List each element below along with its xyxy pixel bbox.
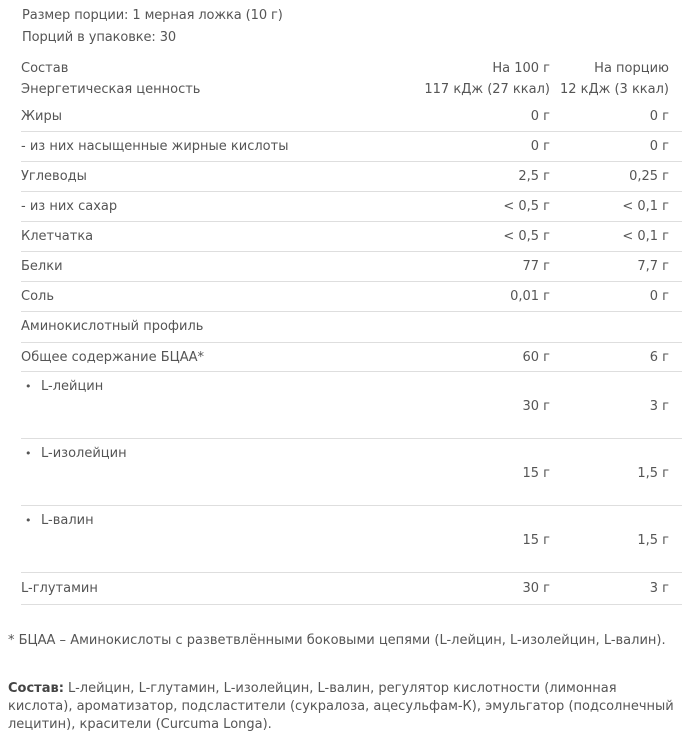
serving-size: Размер порции: 1 мерная ложка (10 г) xyxy=(22,8,283,23)
composition-ingredients: L-лейцин, L-глутамин, L-изолейцин, L-валин, регулятор кислотности (лимонная кислота), ароматизатор, подсластители (сукралоза, ацесульфам-К), эмульгатор (подсолнечный лецитин), красители (Curcuma Longa). xyxy=(8,681,674,732)
row-label: Аминокислотный профиль xyxy=(21,319,204,334)
bullet-icon: • xyxy=(25,447,32,460)
row-value-per-100: 30 г xyxy=(522,581,550,596)
row-value-per-100: 0 г xyxy=(530,109,550,124)
bullet-icon: • xyxy=(25,380,32,393)
composition-text xyxy=(8,680,683,734)
row-value-per-100: 60 г xyxy=(522,350,550,365)
row-value-per-100: 77 г xyxy=(522,259,550,274)
row-value-per-serving: 3 г xyxy=(649,399,669,414)
row-value-per-100: < 0,5 г xyxy=(503,229,550,244)
row-value-per-serving: 6 г xyxy=(649,350,669,365)
row-value-per-100: < 0,5 г xyxy=(503,199,550,214)
row-value-per-serving: 7,7 г xyxy=(637,259,669,274)
row-label: Соль xyxy=(21,289,55,304)
row-value-per-100: 2,5 г xyxy=(518,169,550,184)
row-value-per-100: 0,01 г xyxy=(510,289,550,304)
row-label: L-валин xyxy=(41,513,94,528)
table-row-salt xyxy=(21,282,682,312)
bullet-icon: • xyxy=(25,514,32,527)
table-row-protein xyxy=(21,252,682,282)
row-value-per-serving: < 0,1 г xyxy=(622,229,669,244)
energy-label: Энергетическая ценность xyxy=(21,82,201,97)
row-label: Углеводы xyxy=(21,169,87,184)
servings-per-container: Порций в упаковке: 30 xyxy=(22,30,177,45)
row-value-per-serving: 0,25 г xyxy=(629,169,669,184)
row-label: L-лейцин xyxy=(41,379,104,394)
table-row-isoleucine xyxy=(21,439,682,506)
row-value-per-serving: 3 г xyxy=(649,581,669,596)
row-value-per-serving: 0 г xyxy=(649,289,669,304)
row-label: Белки xyxy=(21,259,63,274)
row-value-per-serving: < 0,1 г xyxy=(622,199,669,214)
row-value-per-serving: 0 г xyxy=(649,139,669,154)
table-row-saturated-fats xyxy=(21,132,682,162)
row-value-per-100: 30 г xyxy=(522,399,550,414)
table-row-sugar xyxy=(21,192,682,222)
row-value-per-100: 15 г xyxy=(522,466,550,481)
row-value-per-100: 15 г xyxy=(522,533,550,548)
energy-per-serving: 12 кДж (3 ккал) xyxy=(559,82,669,97)
table-row-bcaa-total xyxy=(21,342,682,372)
table-header xyxy=(21,58,682,102)
row-value-per-100: 0 г xyxy=(530,139,550,154)
row-value-per-serving: 0 г xyxy=(649,109,669,124)
nutrition-table xyxy=(21,58,682,605)
bcaa-footnote: * БЦАА – Аминокислоты с разветвлёнными боковыми цепями (L-лейцин, L-изолейцин, L-валин). xyxy=(8,633,666,648)
row-label: Общее содержание БЦАА* xyxy=(21,350,205,365)
row-label: Клетчатка xyxy=(21,229,94,244)
column-header-per-serving: На порцию xyxy=(594,61,669,76)
table-row-glutamine xyxy=(21,573,682,605)
row-label: L-изолейцин xyxy=(41,446,127,461)
table-row-amino-profile xyxy=(21,312,682,342)
row-label: - из них насыщенные жирные кислоты xyxy=(21,139,289,154)
table-row-valine xyxy=(21,506,682,573)
row-label: L-глутамин xyxy=(21,581,98,596)
energy-per-100: 117 кДж (27 ккал) xyxy=(424,82,550,97)
row-value-per-serving: 1,5 г xyxy=(637,533,669,548)
table-row-leucine xyxy=(21,372,682,439)
row-value-per-serving: 1,5 г xyxy=(637,466,669,481)
table-row-carbohydrates xyxy=(21,162,682,192)
composition-label: Состав: xyxy=(8,681,64,696)
table-row-fats xyxy=(21,102,682,132)
column-header-per-100: На 100 г xyxy=(492,61,550,76)
column-header-name: Состав xyxy=(21,61,69,76)
row-label: - из них сахар xyxy=(21,199,118,214)
table-row-fiber xyxy=(21,222,682,252)
row-label: Жиры xyxy=(21,109,62,124)
